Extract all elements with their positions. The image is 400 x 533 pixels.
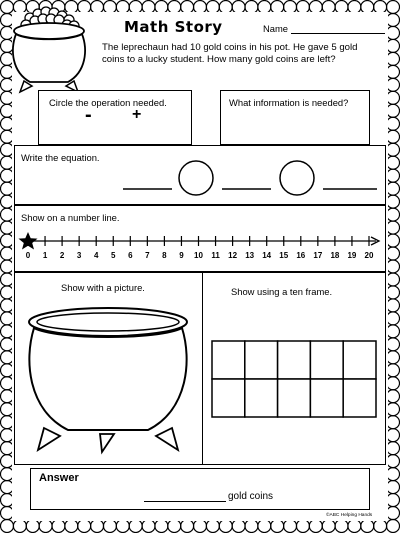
answer-unit: gold coins — [228, 491, 274, 502]
ten-frame-cell[interactable] — [343, 379, 376, 417]
number-line-tick-label: 13 — [245, 251, 255, 260]
number-line-tick-label: 19 — [347, 251, 357, 260]
equation-operator-circle-2 — [280, 161, 314, 195]
copyright-text: ©ABC Helping Hands — [326, 513, 373, 518]
number-line[interactable] — [15, 206, 384, 270]
cauldron-icon[interactable] — [20, 300, 196, 460]
answer-box — [30, 468, 370, 510]
minus-option[interactable]: - — [85, 104, 92, 126]
number-line-tick-label: 10 — [194, 251, 203, 260]
name-label: Name — [263, 23, 289, 34]
name-field[interactable] — [263, 23, 388, 34]
picture-box — [14, 272, 204, 465]
ten-frame-cell[interactable] — [310, 341, 343, 379]
story-text: The leprechaun had 10 gold coins in his pot. He gave 5 gold coins to a lucky student. How many gold coins are left? — [102, 42, 358, 65]
number-line-tick-label: 12 — [228, 251, 238, 260]
number-line-tick-label: 17 — [313, 251, 323, 260]
number-line-tick-label: 8 — [162, 251, 167, 260]
number-line-tick-label: 4 — [93, 251, 99, 260]
number-line-tick-label: 5 — [111, 251, 116, 260]
ten-frame-cell[interactable] — [245, 379, 278, 417]
number-line-tick-label: 18 — [330, 251, 340, 260]
page-title: Math Story — [124, 18, 223, 36]
number-line-tick-label: 9 — [179, 251, 184, 260]
picture-prompt: Show with a picture. — [61, 282, 145, 293]
ten-frame-cell[interactable] — [343, 341, 376, 379]
equation-prompt: Write the equation. — [21, 152, 100, 163]
number-line-tick-label: 1 — [42, 251, 48, 260]
operation-box — [38, 90, 192, 145]
ten-frame-box — [202, 272, 386, 465]
ten-frame-cell[interactable] — [212, 341, 245, 379]
equation-box — [14, 145, 386, 205]
answer-blank[interactable] — [144, 489, 226, 502]
ten-frame-cell[interactable] — [310, 379, 343, 417]
answer-title: Answer — [39, 472, 79, 484]
equation-blanks[interactable] — [15, 146, 384, 203]
number-line-tick-label: 7 — [145, 251, 150, 260]
number-line-tick-label: 6 — [128, 251, 133, 260]
plus-option[interactable]: + — [132, 106, 142, 123]
ten-frame-cell[interactable] — [212, 379, 245, 417]
number-line-box — [14, 205, 386, 272]
number-line-tick-label: 14 — [262, 251, 272, 260]
operation-prompt: Circle the operation needed. — [49, 97, 167, 108]
equation-operator-circle-1 — [179, 161, 213, 195]
ten-frame-cell[interactable] — [278, 379, 311, 417]
number-line-tick-label: 3 — [76, 251, 82, 260]
number-line-tick-label: 2 — [59, 251, 65, 260]
ten-frame-cell[interactable] — [278, 341, 311, 379]
pot-of-gold-icon — [8, 4, 90, 96]
number-line-tick-label: 20 — [364, 251, 374, 260]
name-line — [291, 24, 385, 34]
ten-frame-cell[interactable] — [245, 341, 278, 379]
ten-frame-prompt: Show using a ten frame. — [231, 286, 333, 297]
number-line-prompt: Show on a number line. — [21, 212, 120, 223]
number-line-tick-label: 15 — [279, 251, 289, 260]
number-line-tick-label: 11 — [211, 251, 220, 260]
number-line-tick-label: 16 — [296, 251, 306, 260]
ten-frame[interactable] — [211, 340, 377, 418]
information-prompt: What information is needed? — [229, 97, 349, 108]
number-line-tick-label: 0 — [25, 251, 31, 260]
information-box — [220, 90, 370, 145]
